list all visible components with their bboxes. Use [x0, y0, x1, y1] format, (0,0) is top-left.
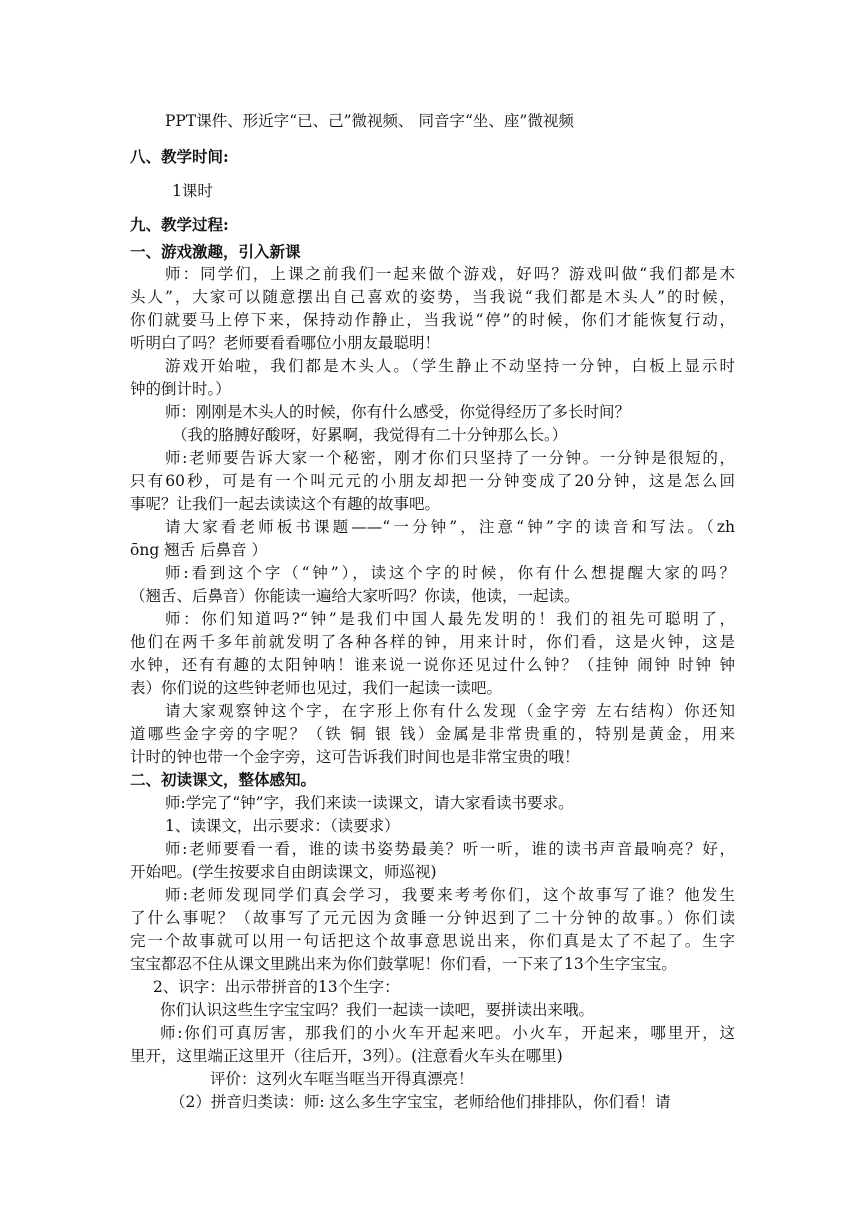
- paragraph-line: 开始吧。(学生按要求自由朗读课文，师巡视): [130, 863, 437, 881]
- paragraph-line: 道哪些金字旁的字呢？（铁 铜 银 钱）金属是非常贵重的，特别是黄金，用来: [130, 725, 735, 743]
- paragraph-line: （翘舌、后鼻音）你能读一遍给大家听吗？你读，他读，一起读。: [130, 587, 580, 605]
- paragraph-line: 事呢？让我们一起去读读这个有趣的故事吧。: [130, 495, 441, 513]
- paragraph-line: 你们就要马上停下来，保持动作静止，当我说“停”的时候，你们才能恢复行动，: [130, 311, 735, 329]
- section-heading-teaching-process: 九、教学过程:: [130, 215, 229, 234]
- paragraph-line: 师：你们知道吗?“钟”是我们中国人最先发明的！我们的祖先可聪明了，: [165, 610, 735, 628]
- paragraph-line: 里开，这里端正这里开（往后开，3列）。(注意看火车头在哪里): [130, 1047, 563, 1065]
- paragraph-line: 师：同学们，上课之前我们一起来做个游戏，好吗？游戏叫做“我们都是木: [165, 265, 735, 283]
- paragraph-line: 师:你们可真厉害，那我们的小火车开起来吧。小火车，开起来，哪里开，这: [160, 1024, 735, 1042]
- paragraph-line: 评价：这列火车哐当哐当开得真漂亮！: [210, 1070, 474, 1088]
- paragraph-line: 师:老师要看一看，谁的读书姿势最美？听一听，谁的读书声音最响亮？好，: [165, 840, 735, 858]
- paragraph-line: 完一个故事就可以用一句话把这个故事意思说出来，你们真是太了不起了。生字: [130, 932, 735, 950]
- paragraph-line: （我的胳膊好酸呀，好累啊，我觉得有二十分钟那么长。）: [172, 426, 568, 444]
- paragraph-line: 了什么事呢？（故事写了元元因为贪睡一分钟迟到了二十分钟的故事。）你们读: [130, 909, 735, 927]
- paragraph-line: 钟的倒计时。）: [130, 380, 231, 398]
- paragraph-line: 请大家看老师板书课题——“一分钟”，注意“钟”字的读音和写法。（zh: [165, 518, 735, 536]
- paragraph-line: 游戏开始啦，我们都是木头人。（学生静止不动坚持一分钟，白板上显示时: [165, 357, 735, 375]
- paragraph-line: 只有60秒，可是有一个叫元元的小朋友却把一分钟变成了20分钟，这是怎么回: [130, 472, 735, 490]
- paragraph-line: 师:老师要告诉大家一个秘密，刚才你们只坚持了一分钟。一分钟是很短的，: [165, 449, 735, 467]
- materials-line: PPT课件、形近字“已、己”微视频、 同音字“坐、座”微视频: [165, 112, 574, 130]
- subsection-heading-2: 二、初读课文，整体感知。: [130, 770, 317, 789]
- paragraph-line: 水钟，还有有趣的太阳钟呐！谁来说一说你还见过什么钟？（挂钟 闹钟 时钟 钟: [130, 656, 735, 674]
- paragraph-line: 师：刚刚是木头人的时候，你有什么感受，你觉得经历了多长时间？: [165, 403, 631, 421]
- paragraph-line: 2、识字：出示带拼音的13个生字：: [153, 978, 400, 996]
- paragraph-line: 师:看到这个字（“钟”），读这个字的时候，你有什么想提醒大家的吗？: [165, 564, 735, 582]
- paragraph-line: 听明白了吗？老师要看看哪位小朋友最聪明！: [130, 334, 441, 352]
- paragraph-line: 师:老师发现同学们真会学习，我要来考考你们，这个故事写了谁？他发生: [165, 886, 735, 904]
- paragraph-line: 他们在两千多年前就发明了各种各样的钟，用来计时，你们看，这是火钟，这是: [130, 633, 735, 651]
- paragraph-line: （2）拼音归类读：师: 这么多生字宝宝，老师给他们排排队，你们看！请: [170, 1093, 671, 1111]
- paragraph-line: 头人”，大家可以随意摆出自己喜欢的姿势，当我说“我们都是木头人”的时候，: [130, 288, 735, 306]
- paragraph-line: 表）你们说的这些钟老师也见过，我们一起读一读吧。: [130, 679, 503, 697]
- paragraph-line: 计时的钟也带一个金字旁，这可告诉我们时间也是非常宝贵的哦！: [130, 748, 580, 766]
- section-heading-teaching-time: 八、教学时间:: [130, 147, 229, 166]
- paragraph-line: 1、读课文，出示要求：（读要求）: [165, 817, 400, 835]
- teaching-time-value: 1课时: [172, 182, 213, 200]
- paragraph-line: ōng 翘舌 后鼻音 ）: [130, 541, 268, 559]
- paragraph-line: 你们认识这些生字宝宝吗？我们一起读一读吧，要拼读出来哦。: [160, 1001, 595, 1019]
- paragraph-line: 宝宝都忍不住从课文里跳出来为你们鼓掌呢！你们看，一下来了13个生字宝宝。: [130, 955, 677, 973]
- paragraph-line: 师:学完了“钟”字，我们来读一读课文，请大家看读书要求。: [165, 794, 574, 812]
- subsection-heading-1: 一、游戏激趣，引入新课: [130, 242, 301, 261]
- paragraph-line: 请大家观察钟这个字，在字形上你有什么发现（金字旁 左右结构）你还知: [165, 702, 735, 720]
